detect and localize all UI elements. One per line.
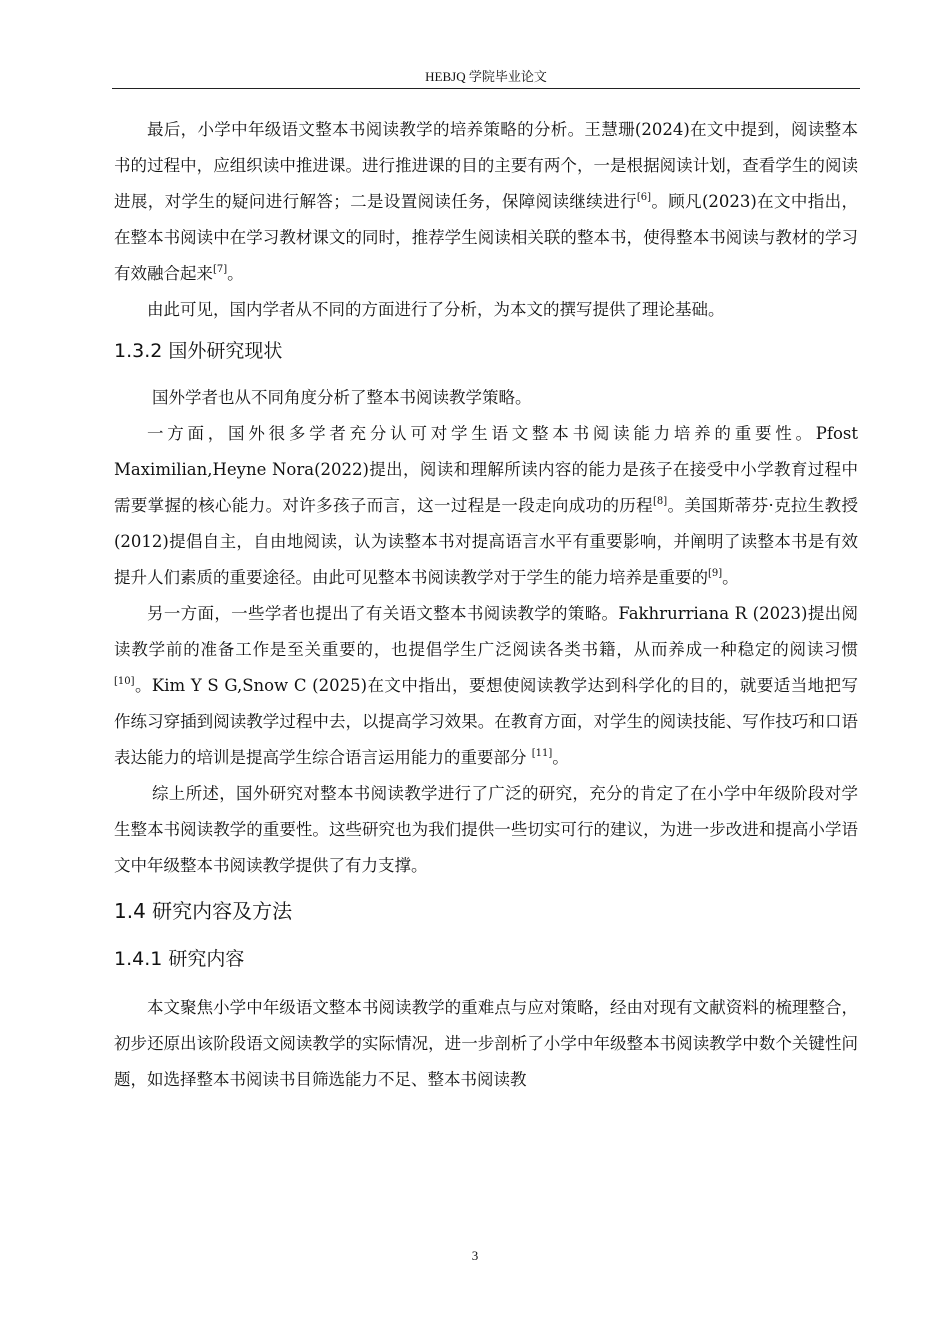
section-heading-1-3-2: 1.3.2 国外研究现状	[114, 340, 283, 362]
paragraph-text: 。Kim Y S G,Snow C (2025)在文中指出，要想使阅读教学达到科学化的目的，就要适当地把写作练习穿插到阅读教学过程中去，以提高学习效果。在教育方面，对学生的阅读技能、写作技巧和口语表达能力的培训是提高学生综合语言运用能力的重要部分	[114, 676, 858, 767]
citation-9: [9]	[708, 568, 723, 579]
paragraph-foreign-strategies	[114, 596, 858, 776]
paragraph-text: 最后，小学中年级语文整本书阅读教学的培养策略的分析。王慧珊(2024)在文中提到，阅读整本书的过程中，应组织读中推进课。进行推进课的目的主要有两个，一是根据阅读计划，查看学生的阅读进展，对学生的疑问进行解答；二是设置阅读任务，保障阅读继续进行	[114, 120, 858, 211]
body-content	[114, 112, 858, 1098]
paragraph-foreign-summary: 综上所述，国外研究对整本书阅读教学进行了广泛的研究，充分的肯定了在小学中年级阶段对学生整本书阅读教学的重要性。这些研究也为我们提供一些切实可行的建议，为进一步改进和提高小学语文中年级整本书阅读教学提供了有力支撑。	[114, 784, 858, 875]
paragraph-domestic-strategies	[114, 112, 858, 292]
page-number: 3	[471, 1248, 479, 1263]
paragraph-text: 。美国斯蒂芬·克拉生教授(2012)提倡自主，自由地阅读，认为读整本书对提高语言水平有重要影响，并阐明了读整本书是有效提升人们素质的重要途径。由此可见整本书阅读教学对于学生的能力培养是重要的	[114, 496, 858, 587]
paragraph-text: 。	[227, 264, 244, 283]
citation-7: [7]	[213, 264, 228, 275]
paragraph-foreign-intro: 国外学者也从不同角度分析了整本书阅读教学策略。	[151, 388, 532, 407]
citation-6: [6]	[636, 192, 651, 203]
paragraph-text: 一方面，国外很多学者充分认可对学生语文整本书阅读能力培养的重要性。Pfost Maximilian,Heyne Nora(2022)提出，阅读和理解所读内容的能力是孩子在接受中小学教育过程中需要掌握的核心能力。对许多孩子而言，这一过程是一段走向成功的历程	[114, 424, 858, 515]
paragraph-text: 。顾凡(2023)在文中指出，在整本书阅读中在学习教材课文的同时，推荐学生阅读相关联的整本书，使得整本书阅读与教材的学习有效融合起来	[114, 192, 858, 283]
paragraph-text: 另一方面，一些学者也提出了有关语文整本书阅读教学的策略。Fakhrurriana R (2023)提出阅读教学前的准备工作是至关重要的，也提倡学生广泛阅读各类书籍，从而养成一种稳定的阅读习惯	[114, 604, 858, 659]
section-heading-1-4-1: 1.4.1 研究内容	[114, 948, 245, 970]
citation-8: [8]	[652, 496, 668, 507]
paragraph-text: 。	[722, 568, 739, 587]
paragraph-domestic-summary: 由此可见，国内学者从不同的方面进行了分析，为本文的撰写提供了理论基础。	[147, 300, 725, 319]
paragraph-foreign-importance	[114, 416, 858, 596]
paragraph-text: 。	[552, 748, 569, 767]
header-divider	[112, 88, 860, 89]
paragraph-research-content: 本文聚焦小学中年级语文整本书阅读教学的重难点与应对策略，经由对现有文献资料的梳理整合，初步还原出该阶段语文阅读教学的实际情况，进一步剖析了小学中年级整本书阅读教学中数个关键性问题，如选择整本书阅读书目筛选能力不足、整本书阅读教	[114, 998, 858, 1089]
citation-10: [10]	[114, 676, 135, 687]
page-header: HEBJQ 学院毕业论文	[425, 69, 547, 84]
citation-11: [11]	[531, 748, 553, 759]
section-heading-1-4: 1.4 研究内容及方法	[114, 899, 293, 923]
